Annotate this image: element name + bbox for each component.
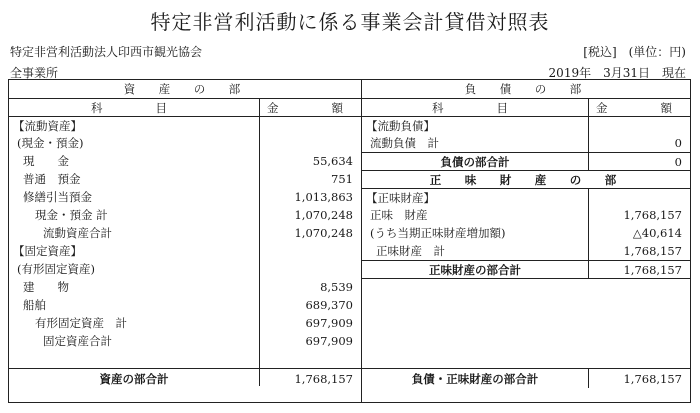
row-amount: △40,614 (632, 226, 682, 240)
balance-sheet-table (8, 79, 691, 403)
assets-total-row (9, 368, 361, 389)
table-row (9, 278, 361, 296)
liabilities-col-amount: 金 額 (596, 101, 682, 115)
row-amount: 1,768,157 (623, 208, 682, 222)
assets-column-header (9, 98, 361, 117)
net-assets-total-label: 正味財産の部合計 (429, 263, 521, 277)
row-label: 建 物 (23, 280, 69, 294)
table-row (362, 134, 690, 152)
row-label: (有形固定資産) (17, 262, 95, 276)
table-row (9, 242, 361, 260)
row-amount: 0 (674, 136, 682, 150)
row-label: 修繕引当預金 (23, 190, 92, 204)
row-label: 正味財産 計 (376, 244, 445, 258)
row-amount: 751 (331, 172, 353, 186)
assets-section-header: 資 産 の 部 (123, 82, 247, 96)
row-amount: 8,539 (320, 280, 353, 294)
row-label: 船舶 (23, 298, 46, 312)
row-label: 【正味財産】 (366, 191, 435, 205)
row-label: (うち当期正味財産増加額) (370, 226, 506, 240)
row-amount: 689,370 (305, 298, 353, 312)
net-assets-section-header: 正 味 財 産 の 部 (362, 170, 690, 189)
table-row (9, 116, 361, 135)
liabilities-section-header: 負 債 の 部 (464, 82, 588, 96)
row-label: 【流動資産】 (13, 119, 82, 133)
table-row (9, 188, 361, 206)
row-label: 現金・預金 計 (35, 208, 108, 222)
row-amount: 697,909 (305, 334, 353, 348)
assets-side (9, 80, 362, 402)
table-row (9, 332, 361, 350)
grand-total-amount: 1,768,157 (623, 372, 682, 386)
table-row (9, 134, 361, 152)
table-row (362, 242, 690, 260)
liabilities-total-label: 負債の部合計 (440, 155, 510, 169)
table-row (362, 188, 690, 207)
assets-total-label: 資産の部合計 (99, 372, 169, 386)
grand-total-label: 負債・正味財産の部合計 (411, 372, 539, 386)
tax-unit-note: [税込] (単位：円) (583, 45, 686, 59)
net-assets-total-amount: 1,768,157 (623, 263, 682, 277)
row-label: 正味 財産 (370, 208, 428, 222)
document-title: 特定非営利活動に係る事業会計貸借対照表 (150, 10, 550, 34)
table-row (362, 206, 690, 224)
row-label: (現金・預金) (17, 136, 84, 150)
grand-total-divider (588, 368, 589, 388)
department-label: 全事業所 (10, 66, 59, 80)
table-row (9, 170, 361, 188)
liabilities-total-row (362, 152, 690, 171)
row-amount: 1,768,157 (623, 244, 682, 258)
assets-col-subject: 科 目 (91, 101, 177, 115)
row-label: 現 金 (23, 154, 69, 168)
table-row (9, 206, 361, 224)
table-row (9, 260, 361, 278)
row-amount: 55,634 (312, 154, 353, 168)
assets-total-amount: 1,768,157 (294, 372, 353, 386)
row-label: 固定資産合計 (43, 334, 112, 348)
liabilities-side (362, 80, 690, 402)
organization-name: 特定非営利活動法人印西市観光協会 (10, 45, 203, 59)
assets-col-amount: 金 額 (267, 101, 353, 115)
liabilities-column-header (362, 98, 690, 117)
net-assets-total-row (362, 260, 690, 279)
table-row (362, 224, 690, 242)
row-amount: 1,070,248 (294, 208, 353, 222)
table-row (9, 152, 361, 170)
table-row (9, 296, 361, 314)
table-row (9, 224, 361, 242)
table-row (9, 314, 361, 332)
row-label: 普通 預金 (23, 172, 81, 186)
row-label: 流動資産合計 (43, 226, 112, 240)
row-label: 【流動負債】 (366, 119, 435, 133)
liabilities-col-subject: 科 目 (432, 101, 518, 115)
grand-total-row (362, 368, 690, 389)
row-amount: 697,909 (305, 316, 353, 330)
liabilities-total-amount: 0 (674, 155, 682, 169)
as-of-date: 2019年 3月31日 現在 (548, 66, 686, 80)
row-label: 有形固定資産 計 (35, 316, 127, 330)
row-label: 【固定資産】 (13, 244, 82, 258)
table-row (362, 116, 690, 135)
row-amount: 1,070,248 (294, 226, 353, 240)
row-amount: 1,013,863 (294, 190, 353, 204)
row-label: 流動負債 計 (370, 136, 439, 150)
net-assets-bottom-rule (362, 278, 690, 279)
